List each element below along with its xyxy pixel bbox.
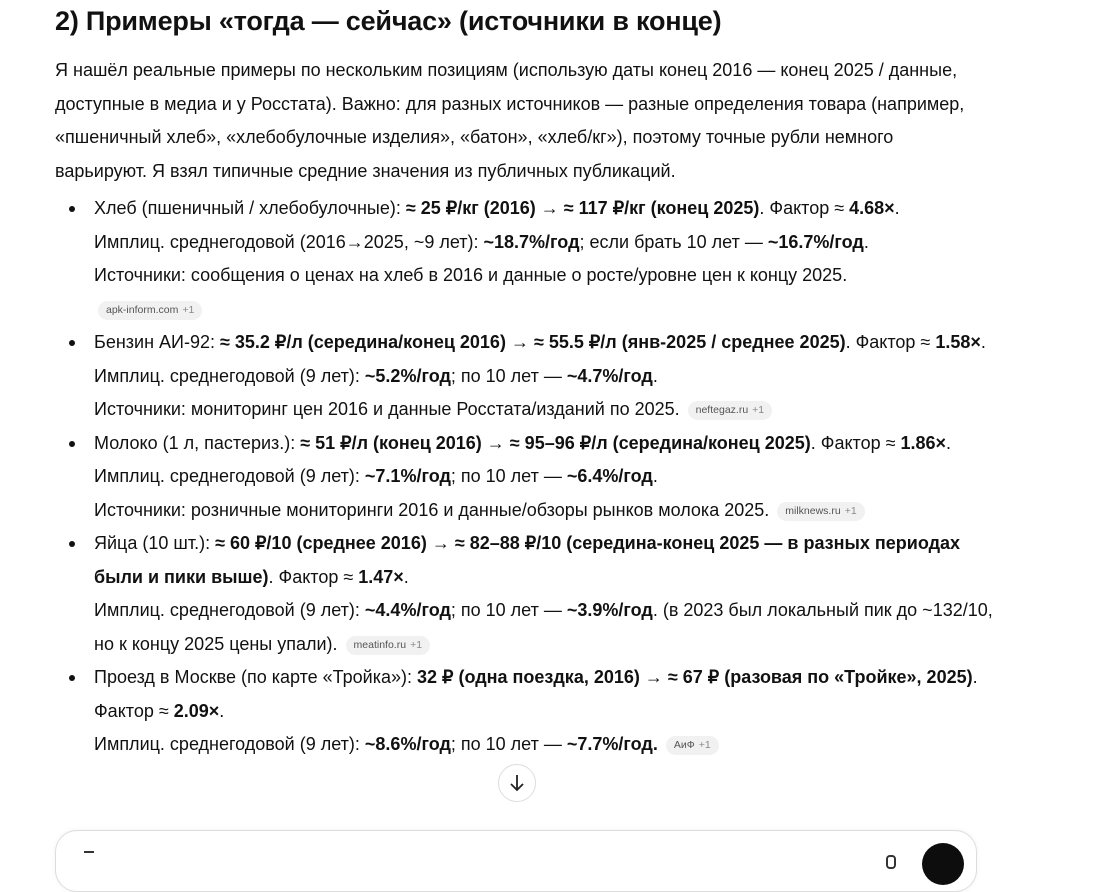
- text: Имплиц. среднегодовой (9 лет):: [94, 600, 365, 620]
- bold-text: 1.86×: [900, 432, 947, 453]
- bold-text: 2.09×: [173, 700, 220, 721]
- text: . Фактор ≈: [268, 566, 359, 587]
- source-chip[interactable]: [98, 301, 202, 320]
- text: .: [652, 365, 658, 386]
- bold-text: ≈ 35.2 ₽/л (середина/конец 2016) → ≈ 55.5 ₽/л (янв-2025 / среднее 2025): [219, 332, 846, 352]
- source-chip-count: +1: [698, 739, 711, 751]
- text: ; по 10 лет —: [450, 600, 567, 620]
- section-title: 2) Примеры «тогда — сейчас» (источники в конце): [55, 6, 722, 36]
- bold-text: ~18.7%/год: [483, 231, 580, 252]
- text: Молоко (1 л, пастериз.):: [94, 432, 301, 453]
- text: .: [894, 198, 900, 218]
- source-chip-label: meatinfo.ru: [353, 638, 407, 651]
- text: ; по 10 лет —: [450, 365, 567, 386]
- bold-text: ~8.6%/год: [364, 734, 451, 754]
- mic-icon[interactable]: [886, 855, 896, 869]
- list-item-line: [94, 728, 1014, 762]
- scroll-down-button[interactable]: [498, 764, 536, 802]
- source-chip-count: +1: [410, 638, 423, 651]
- text: Бензин АИ-92:: [94, 332, 220, 352]
- source-chip-count: +1: [844, 504, 857, 517]
- bold-text: 4.68×: [849, 198, 895, 218]
- list-item-line: [94, 494, 1014, 528]
- source-chip-label: АиФ: [673, 739, 695, 751]
- list-item-line: [94, 259, 1014, 326]
- text: Хлеб (пшеничный / хлебобулочные):: [94, 198, 406, 218]
- list-item-line: [94, 393, 1014, 427]
- list-item-line: [94, 326, 1014, 360]
- bold-text: 32 ₽ (одна поездка, 2016) → ≈ 67 ₽ (разовая по «Тройке», 2025): [417, 667, 973, 687]
- text: Яйца (10 шт.):: [94, 533, 216, 553]
- text: . Фактор ≈: [759, 198, 850, 218]
- source-chip[interactable]: [666, 736, 719, 755]
- source-chip-label: milknews.ru: [785, 504, 841, 517]
- plus-icon[interactable]: [84, 851, 94, 863]
- source-chip[interactable]: [346, 636, 431, 655]
- text: ; если брать 10 лет —: [579, 231, 768, 252]
- text: Источники: мониторинг цен 2016 и данные Росстата/изданий по 2025.: [94, 399, 680, 419]
- text: Имплиц. среднегодовой (9 лет):: [94, 365, 365, 386]
- bold-text: ~4.4%/год: [364, 600, 451, 620]
- text: Имплиц. среднегодовой (9 лет):: [94, 734, 365, 754]
- source-chip-count: +1: [182, 303, 195, 316]
- price-examples-list: [55, 192, 1014, 762]
- list-item: [94, 326, 1014, 427]
- list-item-line: [94, 460, 1014, 494]
- list-item-line: [94, 661, 1014, 728]
- text: ; по 10 лет —: [450, 734, 567, 754]
- bold-text: 1.58×: [935, 332, 981, 352]
- bold-text: ≈ 25 ₽/кг (2016) → ≈ 117 ₽/кг (конец 2025): [405, 198, 760, 218]
- text: Источники: розничные мониторинги 2016 и данные/обзоры рынков молока 2025.: [94, 499, 770, 520]
- source-chip-label: apk-inform.com: [106, 303, 179, 316]
- bold-text: ~4.7%/год: [566, 365, 653, 386]
- source-chip[interactable]: [688, 401, 773, 420]
- list-item-line: [94, 527, 1014, 594]
- text: .: [652, 466, 658, 486]
- message-composer[interactable]: [55, 830, 977, 892]
- text: .: [946, 432, 952, 453]
- text: Проезд в Москве (по карте «Тройка»):: [94, 667, 418, 687]
- bold-text: ~7.7%/год.: [566, 734, 658, 754]
- text: Имплиц. среднегодовой (2016→2025, ~9 лет):: [94, 231, 484, 252]
- source-chip-count: +1: [752, 404, 765, 416]
- source-chip-label: neftegaz.ru: [695, 404, 749, 416]
- list-item: [94, 527, 1014, 661]
- bold-text: ≈ 60 ₽/10 (среднее 2016) → ≈ 82–88 ₽/10 (середина-конец 2025 — в разных периодах были и пики выше): [94, 533, 961, 587]
- bold-text: ~16.7%/год: [767, 231, 864, 252]
- text: . Фактор ≈: [845, 332, 936, 352]
- list-item: [94, 661, 1014, 762]
- bold-text: ~6.4%/год: [566, 466, 653, 486]
- text: . Фактор ≈: [94, 667, 978, 721]
- bold-text: ~7.1%/год: [364, 466, 451, 486]
- text: . Фактор ≈: [810, 432, 901, 453]
- list-item-line: [94, 360, 1014, 394]
- text: Имплиц. среднегодовой (9 лет):: [94, 466, 365, 486]
- source-chip[interactable]: [777, 502, 864, 521]
- list-item-line: [94, 226, 1014, 260]
- intro-paragraph: Я нашёл реальные примеры по нескольким позициям (использую даты конец 2016 — конец 2025 / данные, доступные в медиа и у Росстата). Важно: для разных источников — разные определения товара (например, «пшеничный хлеб», «хлебобулочные изделия», «батон», «хлеб/кг»), поэтому точные рубли немного варьируют. Я взял типичные средние значения из публичных публикаций.: [55, 60, 965, 181]
- send-button[interactable]: [922, 843, 964, 885]
- list-item-line: [94, 427, 1014, 461]
- list-item-line: [94, 594, 1014, 661]
- list-item: [94, 192, 1014, 326]
- bold-text: ~3.9%/год: [566, 600, 653, 620]
- text: .: [403, 566, 409, 587]
- list-item-line: [94, 192, 1014, 226]
- bold-text: ~5.2%/год: [364, 365, 451, 386]
- text: .: [219, 700, 225, 721]
- text: .: [863, 231, 869, 252]
- bold-text: 1.47×: [358, 566, 404, 587]
- text: ; по 10 лет —: [450, 466, 567, 486]
- arrow-down-icon: [508, 773, 526, 793]
- text: . (в 2023 был локальный пик до ~132/10, но к концу 2025 цены упали).: [94, 600, 993, 654]
- bold-text: ≈ 51 ₽/л (конец 2016) → ≈ 95–96 ₽/л (середина/конец 2025): [300, 432, 811, 453]
- text: .: [980, 332, 986, 352]
- list-item: [94, 427, 1014, 528]
- text: Источники: сообщения о ценах на хлеб в 2016 и данные о росте/уровне цен к концу 2025.: [94, 265, 848, 285]
